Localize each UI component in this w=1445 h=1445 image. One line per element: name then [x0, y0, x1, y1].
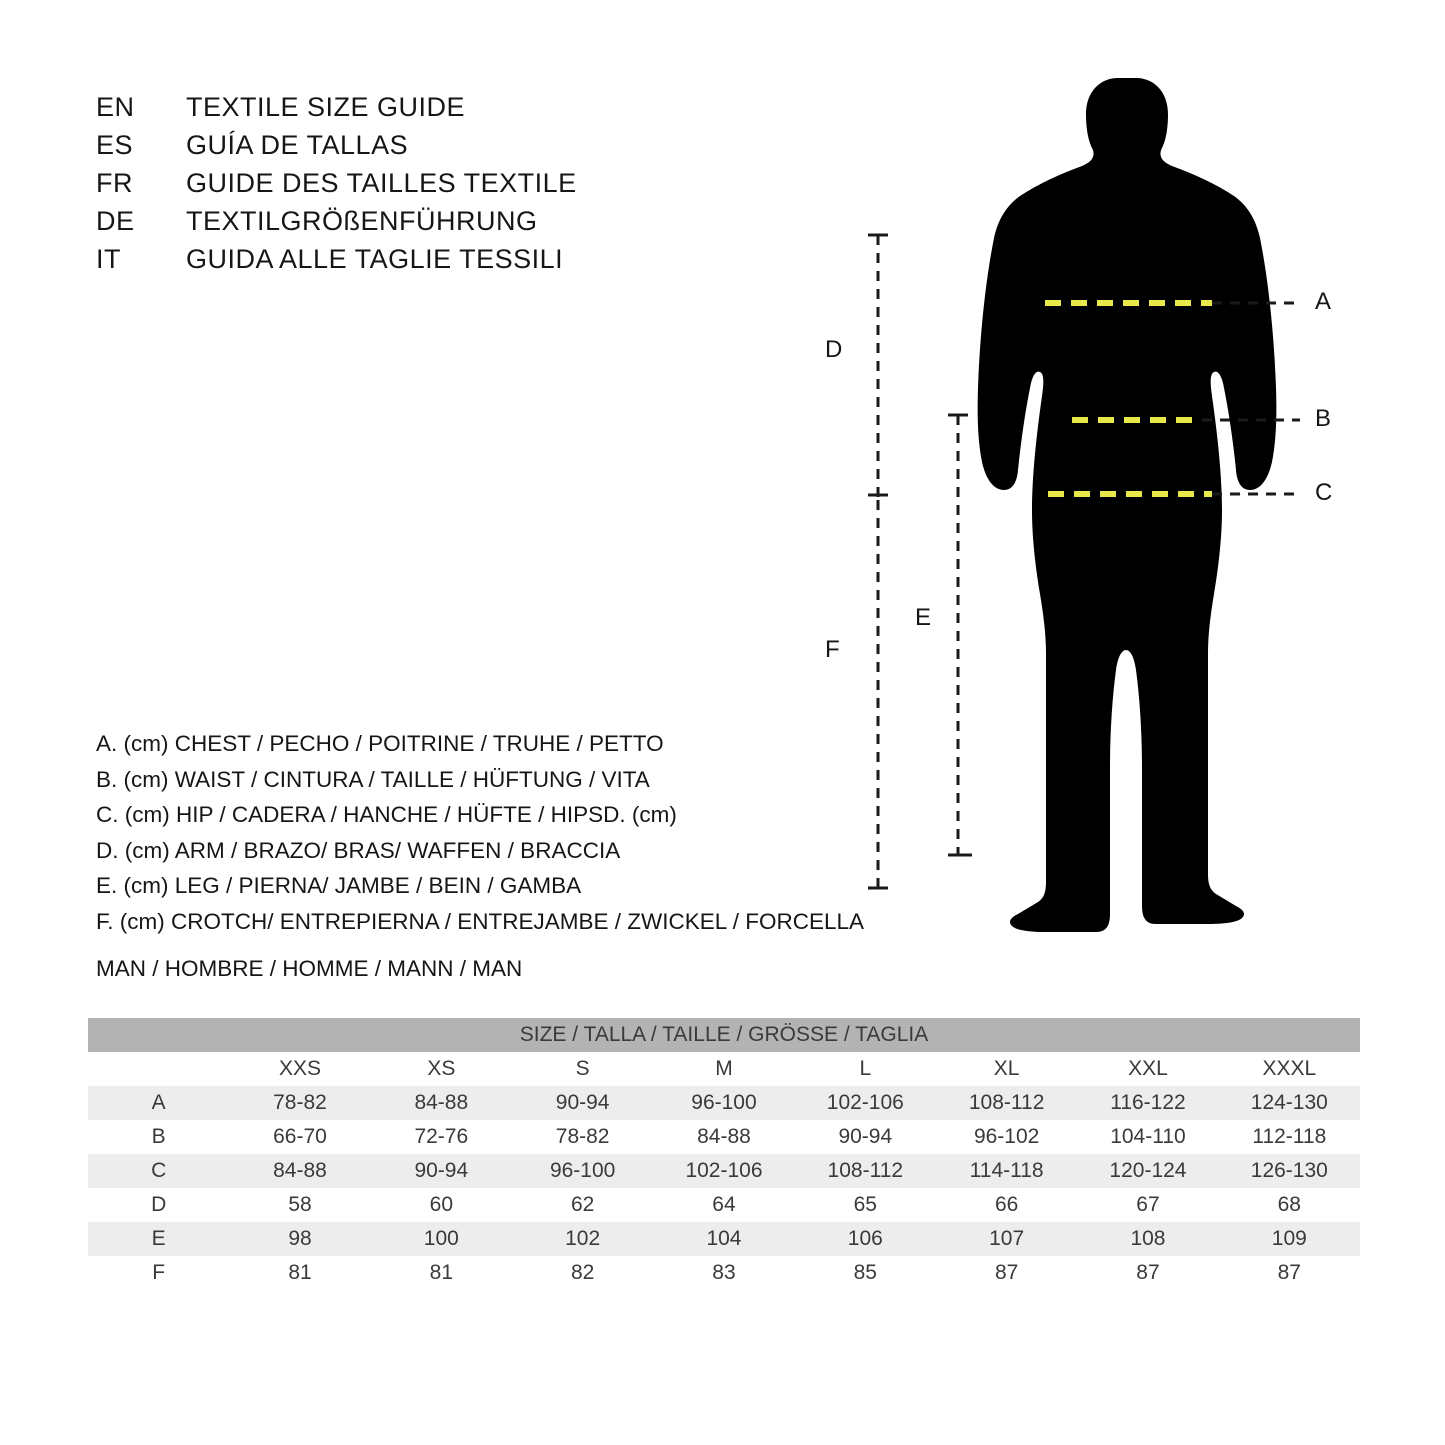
cell-b-l: 90-94 [795, 1120, 936, 1154]
title-lang-it: IT [96, 244, 121, 274]
cell-b-s: 78-82 [512, 1120, 653, 1154]
cell-c-l: 108-112 [795, 1154, 936, 1188]
body-measurement-diagram [825, 70, 1380, 950]
cell-c-xxl: 120-124 [1077, 1154, 1218, 1188]
title-lang-es: ES [96, 130, 134, 160]
size-table-container [88, 1018, 1360, 1290]
cell-a-xxl: 116-122 [1077, 1086, 1218, 1120]
measurement-lines [860, 70, 1380, 950]
cell-b-xs: 72-76 [371, 1120, 512, 1154]
row-label-f: F [88, 1256, 229, 1290]
cell-e-xxl: 108 [1077, 1222, 1218, 1256]
cell-b-xxs: 66-70 [229, 1120, 370, 1154]
cell-d-xxs: 58 [229, 1188, 370, 1222]
cell-e-m: 104 [653, 1222, 794, 1256]
cell-b-xxl: 104-110 [1077, 1120, 1218, 1154]
cell-d-xxl: 67 [1077, 1188, 1218, 1222]
label-b: B [1315, 405, 1332, 432]
title-block [96, 88, 736, 278]
cell-e-xxs: 98 [229, 1222, 370, 1256]
cell-a-xs: 84-88 [371, 1086, 512, 1120]
table-row [88, 1086, 1360, 1120]
cell-e-l: 106 [795, 1222, 936, 1256]
cell-c-s: 96-100 [512, 1154, 653, 1188]
title-row-it [96, 240, 736, 278]
cell-b-xxxl: 112-118 [1219, 1120, 1360, 1154]
label-c: C [1315, 479, 1333, 506]
cell-b-m: 84-88 [653, 1120, 794, 1154]
title-lang-de: DE [96, 206, 135, 236]
cell-f-s: 82 [512, 1256, 653, 1290]
legend-item-f: F. (cm) CROTCH/ ENTREPIERNA / ENTREJAMBE / ZWICKEL / FORCELLA [96, 908, 864, 934]
table-row [88, 1188, 1360, 1222]
table-row [88, 1256, 1360, 1290]
size-header-xxl: XXL [1077, 1052, 1218, 1086]
size-header-xl: XL [936, 1052, 1077, 1086]
legend-item-d: D. (cm) ARM / BRAZO/ BRAS/ WAFFEN / BRACCIA [96, 837, 621, 863]
size-header-l: L [795, 1052, 936, 1086]
legend-item-b: B. (cm) WAIST / CINTURA / TAILLE / HÜFTUNG / VITA [96, 766, 650, 792]
cell-d-xs: 60 [371, 1188, 512, 1222]
cell-f-xl: 87 [936, 1256, 1077, 1290]
title-row-en [96, 88, 736, 126]
cell-c-xl: 114-118 [936, 1154, 1077, 1188]
table-corner-cell [88, 1052, 229, 1086]
cell-e-xl: 107 [936, 1222, 1077, 1256]
cell-a-s: 90-94 [512, 1086, 653, 1120]
row-label-c: C [88, 1154, 229, 1188]
cell-a-xl: 108-112 [936, 1086, 1077, 1120]
size-header-xxs: XXS [229, 1052, 370, 1086]
cell-d-m: 64 [653, 1188, 794, 1222]
size-header-xs: XS [371, 1052, 512, 1086]
cell-e-xs: 100 [371, 1222, 512, 1256]
table-row [88, 1222, 1360, 1256]
cell-d-l: 65 [795, 1188, 936, 1222]
cell-d-xl: 66 [936, 1188, 1077, 1222]
title-text-en: TEXTILE SIZE GUIDE [186, 92, 466, 122]
size-header-m: M [653, 1052, 794, 1086]
cell-b-xl: 96-102 [936, 1120, 1077, 1154]
cell-f-xxxl: 87 [1219, 1256, 1360, 1290]
gender-label: MAN / HOMBRE / HOMME / MANN / MAN [96, 956, 523, 981]
table-size-row [88, 1052, 1360, 1086]
row-label-b: B [88, 1120, 229, 1154]
title-row-fr [96, 164, 736, 202]
label-a: A [1315, 288, 1332, 315]
title-text-it: GUIDA ALLE TAGLIE TESSILI [186, 244, 564, 274]
cell-a-xxxl: 124-130 [1219, 1086, 1360, 1120]
cell-c-xs: 90-94 [371, 1154, 512, 1188]
label-f: F [825, 636, 840, 663]
cell-d-xxxl: 68 [1219, 1188, 1360, 1222]
row-label-d: D [88, 1188, 229, 1222]
legend-item-c: C. (cm) HIP / CADERA / HANCHE / HÜFTE / HIPSD. (cm) [96, 802, 677, 827]
measurement-legend [96, 726, 896, 939]
cell-f-xxs: 81 [229, 1256, 370, 1290]
cell-e-s: 102 [512, 1222, 653, 1256]
cell-d-s: 62 [512, 1188, 653, 1222]
cell-f-xxl: 87 [1077, 1256, 1218, 1290]
size-header-xxxl: XXXL [1219, 1052, 1360, 1086]
cell-a-l: 102-106 [795, 1086, 936, 1120]
cell-c-xxs: 84-88 [229, 1154, 370, 1188]
title-lang-fr: FR [96, 168, 133, 198]
cell-c-m: 102-106 [653, 1154, 794, 1188]
legend-item-e: E. (cm) LEG / PIERNA/ JAMBE / BEIN / GAMBA [96, 873, 582, 898]
cell-f-l: 85 [795, 1256, 936, 1290]
table-row [88, 1120, 1360, 1154]
title-row-es [96, 126, 736, 164]
table-row [88, 1154, 1360, 1188]
cell-f-xs: 81 [371, 1256, 512, 1290]
row-label-a: A [88, 1086, 229, 1120]
legend-item-a: A. (cm) CHEST / PECHO / POITRINE / TRUHE / PETTO [96, 731, 664, 756]
row-label-e: E [88, 1222, 229, 1256]
table-header-row [88, 1018, 1360, 1052]
label-e: E [915, 604, 932, 631]
cell-e-xxxl: 109 [1219, 1222, 1360, 1256]
title-text-fr: GUIDE DES TAILLES TEXTILE [186, 168, 577, 198]
title-lang-en: EN [96, 92, 135, 122]
table-header-label: SIZE / TALLA / TAILLE / GRÖSSE / TAGLIA [88, 1018, 1360, 1052]
size-table [88, 1018, 1360, 1290]
cell-a-m: 96-100 [653, 1086, 794, 1120]
title-text-de: TEXTILGRÖßENFÜHRUNG [186, 206, 538, 236]
cell-a-xxs: 78-82 [229, 1086, 370, 1120]
title-row-de [96, 202, 736, 240]
cell-f-m: 83 [653, 1256, 794, 1290]
size-header-s: S [512, 1052, 653, 1086]
label-d: D [825, 336, 843, 363]
title-text-es: GUÍA DE TALLAS [186, 130, 409, 160]
cell-c-xxxl: 126-130 [1219, 1154, 1360, 1188]
